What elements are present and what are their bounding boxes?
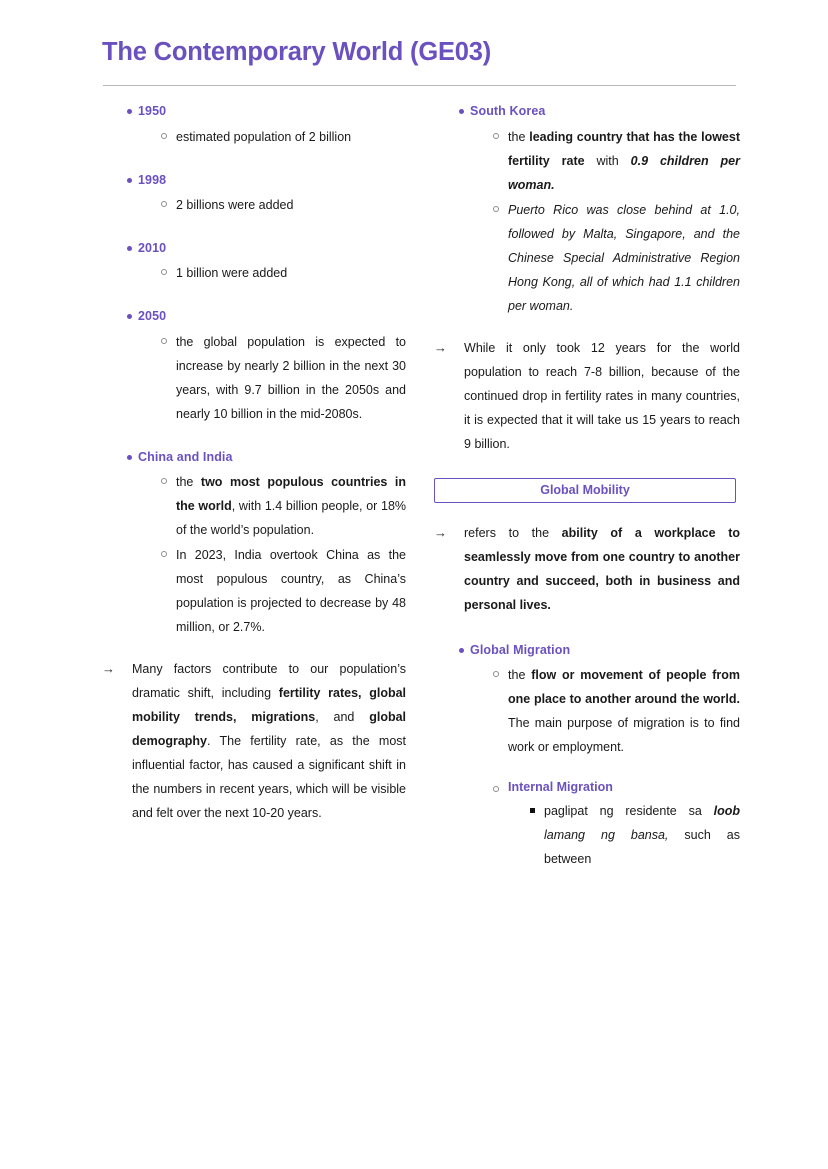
left-bullet-list xyxy=(102,102,406,639)
list-item xyxy=(138,470,406,542)
bullet-circle-icon xyxy=(161,201,167,207)
sub-item-text: the flow or movement of people from one place to another around the world. The main purpose of migration is to find work or employment. xyxy=(508,668,740,755)
bullet-label: Global Migration xyxy=(470,642,571,657)
sub-list xyxy=(138,261,406,285)
sub-item-text: 1 billion were added xyxy=(176,266,288,281)
right-bullet-list xyxy=(434,102,740,317)
right-arrow-paragraph-1 xyxy=(434,336,740,456)
sub-sub-list xyxy=(508,799,740,871)
title-divider xyxy=(103,85,736,86)
list-item xyxy=(470,778,740,871)
list-item xyxy=(138,125,406,149)
sub-list xyxy=(138,470,406,639)
bullet-disc-icon xyxy=(459,648,464,653)
bullet-circle-icon xyxy=(493,133,499,139)
bullet-circle-icon xyxy=(161,551,167,557)
bullet-label: 2010 xyxy=(138,241,167,256)
global-migration-list xyxy=(434,641,740,872)
paragraph-text: refers to the ability of a workplace to seamlessly move from one country to another country and succeed, both in business and personal lives. xyxy=(464,525,740,612)
sub-item-text: the leading country that has the lowest fertility rate with 0.9 children per woman. xyxy=(508,129,740,192)
bullet-label: 2050 xyxy=(138,309,167,324)
spacer xyxy=(102,430,406,448)
bullet-disc-icon xyxy=(459,109,464,114)
bullet-circle-icon xyxy=(493,786,499,792)
list-item xyxy=(470,125,740,197)
bullet-disc-icon xyxy=(127,314,132,319)
bullet-circle-icon xyxy=(493,671,499,677)
bullet-label: South Korea xyxy=(470,104,546,119)
paragraph-text: Many factors contribute to our population’s dramatic shift, including fertility rates, global mobility trends, migrations, and global demography. The fertility rate, as the most influential factor, has caused a significant shift in the numbers in recent years, which will be visible and felt over the next 10-20 years. xyxy=(132,662,407,821)
sub-list xyxy=(138,193,406,217)
list-item xyxy=(434,102,740,317)
spacer xyxy=(102,289,406,307)
spacer xyxy=(470,760,740,778)
left-column xyxy=(100,102,406,825)
arrow-right-icon: → xyxy=(102,661,115,677)
list-item xyxy=(138,330,406,426)
sub-item-text: 2 billions were added xyxy=(176,198,294,213)
sub-item-text: the global population is expected to increase by nearly 2 billion in the next 30 years, with 9.7 billion in the 2050s and nearly 10 billion in the mid-2080s. xyxy=(176,334,407,421)
sub-list xyxy=(138,330,406,426)
bullet-square-icon xyxy=(530,808,535,813)
list-item xyxy=(434,641,740,872)
right-arrow-paragraph-2 xyxy=(434,521,740,617)
paragraph-text: While it only took 12 years for the world population to reach 7-8 billion, because of the continued drop in fertility rates in many countries, it is expected that it will take us 15 years to reach 9 billion. xyxy=(464,340,740,451)
spacer xyxy=(102,221,406,239)
spacer xyxy=(434,617,740,641)
sub-list xyxy=(470,125,740,318)
sub-list xyxy=(138,125,406,149)
list-item xyxy=(102,239,406,285)
list-item xyxy=(102,448,406,639)
bullet-disc-icon xyxy=(127,178,132,183)
sub-item-text: paglipat ng residente sa loob lamang ng bansa, such as between xyxy=(544,804,740,867)
page-title: The Contemporary World (GE03) xyxy=(102,38,492,66)
bullet-label: Internal Migration xyxy=(508,780,613,795)
arrow-right-icon: → xyxy=(434,524,448,540)
list-item xyxy=(102,171,406,217)
sub-item-text: In 2023, India overtook China as the most populous country, as China’s population is projected to decrease by 48 million, or 2.7%. xyxy=(176,548,407,635)
list-item xyxy=(470,198,740,318)
bullet-label: China and India xyxy=(138,449,233,464)
bullet-circle-icon xyxy=(493,206,499,212)
bullet-circle-icon xyxy=(161,478,167,484)
list-item xyxy=(102,102,406,148)
bullet-circle-icon xyxy=(161,133,167,139)
list-item xyxy=(102,307,406,425)
bullet-label: 1950 xyxy=(138,104,167,119)
bullet-disc-icon xyxy=(127,246,132,251)
list-item xyxy=(508,799,740,871)
left-arrow-paragraph xyxy=(102,657,406,825)
bullet-circle-icon xyxy=(161,338,167,344)
sub-item-text: the two most populous countries in the world, with 1.4 billion people, or 18% of the world’s population. xyxy=(176,475,407,538)
arrow-right-icon: → xyxy=(434,339,448,355)
spacer xyxy=(102,153,406,171)
two-column-layout xyxy=(100,102,740,875)
section-heading-box: Global Mobility xyxy=(434,478,736,503)
sub-item-text: Puerto Rico was close behind at 1.0, followed by Malta, Singapore, and the Chinese Special Administrative Region Hong Kong, all of which had 1.1 children per woman. xyxy=(508,202,740,313)
bullet-label: 1998 xyxy=(138,172,167,187)
sub-list xyxy=(470,663,740,871)
sub-item-text: estimated population of 2 billion xyxy=(176,129,352,144)
list-item xyxy=(138,261,406,285)
list-item xyxy=(470,663,740,759)
list-item xyxy=(138,543,406,639)
bullet-circle-icon xyxy=(161,269,167,275)
list-item xyxy=(138,193,406,217)
bullet-disc-icon xyxy=(127,455,132,460)
bullet-disc-icon xyxy=(127,109,132,114)
right-column xyxy=(434,102,740,875)
